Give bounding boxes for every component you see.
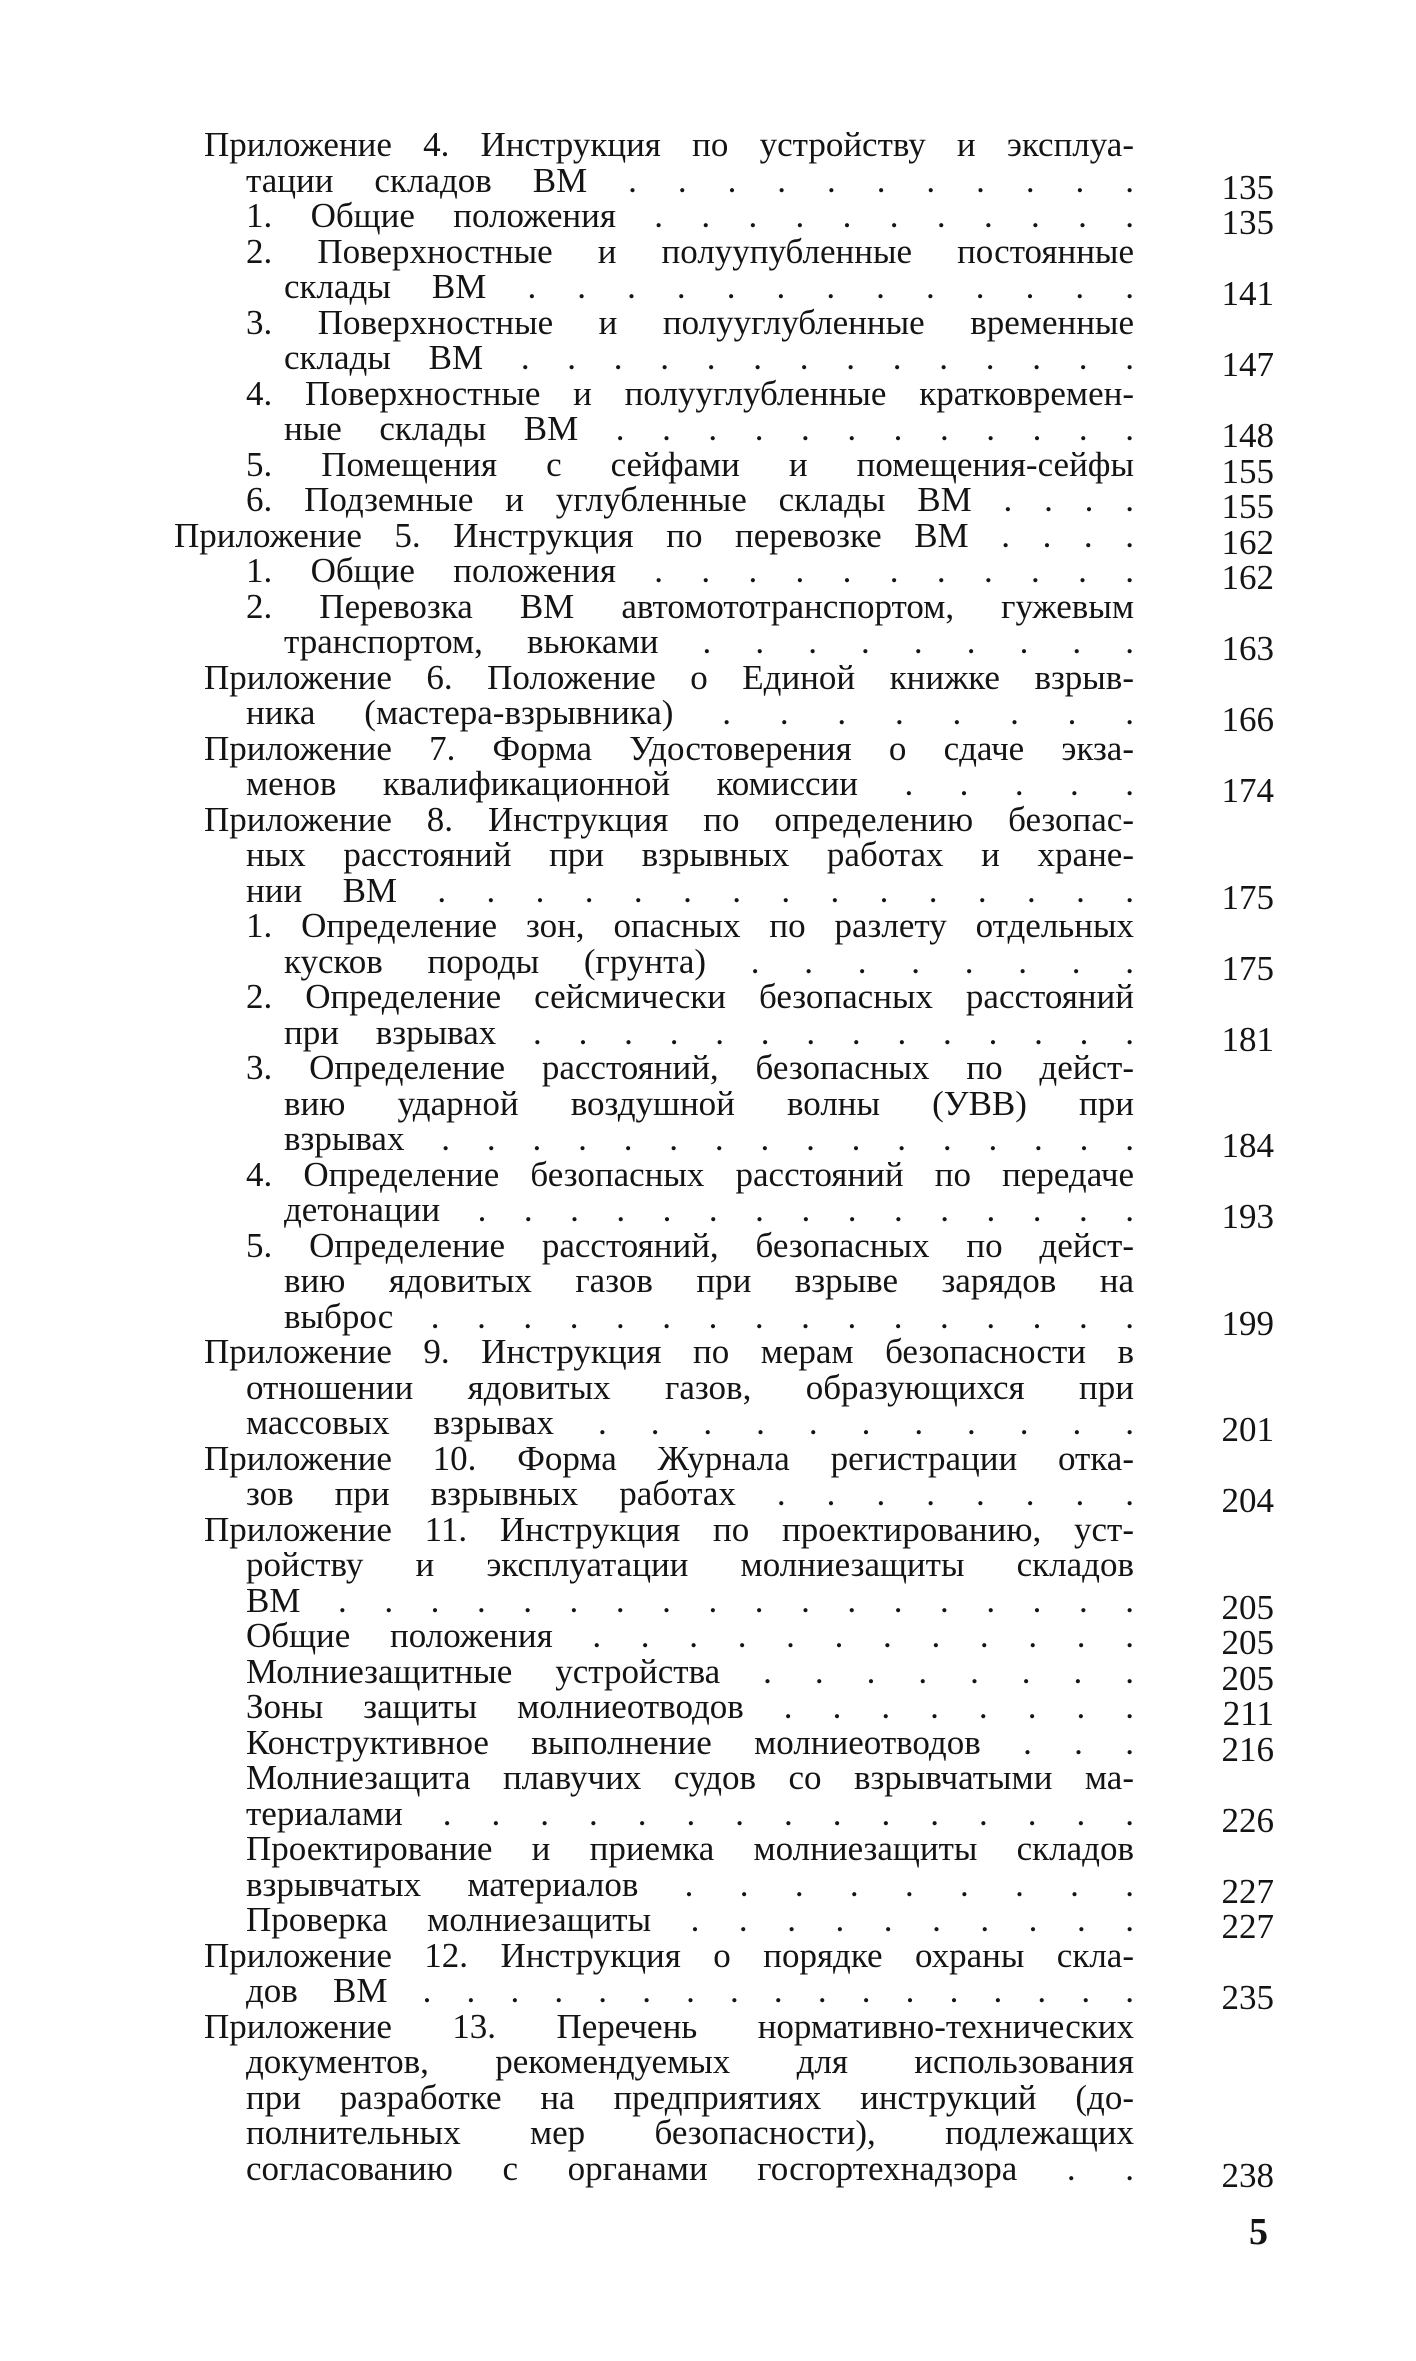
toc-entry-line: 3. Определение расстояний, безопасных по дейст- — [246, 1048, 1134, 1087]
toc-entry-line: вию ударной воздушной волны (УВВ) при — [284, 1083, 1134, 1123]
toc-page-number: 204 — [1221, 1481, 1274, 1520]
toc-page-number: 181 — [1221, 1019, 1274, 1059]
toc-page-number: 162 — [1221, 558, 1274, 597]
toc-page-number: 201 — [1221, 1410, 1274, 1449]
toc-entry-line: ройству и эксплуатации молниезащиты складов — [246, 1545, 1134, 1584]
toc-entry-line: Приложение 12. Инструкция о порядке охраны скла- — [204, 1935, 1134, 1975]
toc-entry-line: согласованию с органами госгортехнадзора . . — [246, 2148, 1134, 2188]
toc-entry-line: при взрывах . . . . . . . . . . . . . . — [284, 1012, 1134, 1052]
toc-entry-line: Молниезащита плавучих судов со взрывчатыми ма- — [246, 1758, 1134, 1797]
toc-entry-line: 2. Поверхностные и полуупубленные постоянные — [246, 231, 1134, 271]
toc-page-number: 227 — [1221, 1907, 1274, 1946]
toc-entry-line: Молниезащитные устройства . . . . . . . . — [246, 1651, 1134, 1691]
toc-page-number: 174 — [1221, 771, 1274, 810]
toc-page-number: 166 — [1221, 700, 1274, 739]
toc-entry-line: полнительных мер безопасности), подлежащих — [246, 2113, 1134, 2152]
toc-page-number: 141 — [1221, 274, 1274, 313]
toc-page-number: 162 — [1221, 522, 1274, 562]
toc-entry — [174, 1758, 1274, 1840]
toc-entry — [174, 551, 1274, 597]
toc-entry-line: 5. Помещения с сейфами и помещения-сейфы — [246, 444, 1134, 484]
toc-entry-line: Проверка молниезащиты . . . . . . . . . . — [246, 1900, 1134, 1939]
toc-entry-line: нии ВМ . . . . . . . . . . . . . . . — [246, 870, 1134, 910]
toc-entry-line: ника (мастера-взрывника) . . . . . . . . — [246, 693, 1134, 732]
toc-entry-line: 1. Общие положения . . . . . . . . . . . — [246, 551, 1134, 590]
toc-entry — [174, 1509, 1274, 1627]
toc-entry-line: териалами . . . . . . . . . . . . . . . — [246, 1793, 1134, 1833]
toc-entry — [174, 480, 1274, 526]
toc-entry-line: вию ядовитых газов при взрыве зарядов на — [284, 1261, 1134, 1300]
toc-entry-line: 2. Перевозка ВМ автомототранспортом, гужевым — [246, 586, 1134, 626]
toc-entry-line: Приложение 9. Инструкция по мерам безопасности в — [204, 1332, 1134, 1371]
toc-entry — [174, 1438, 1274, 1520]
toc-entry — [174, 977, 1274, 1059]
toc-entry — [174, 302, 1274, 384]
toc-entry-line: 1. Общие положения . . . . . . . . . . . — [246, 196, 1134, 235]
toc-entry-line: 4. Определение безопасных расстояний по передаче — [246, 1154, 1134, 1194]
toc-entry-line: документов, рекомендуемых для использования — [246, 2042, 1134, 2081]
toc-page-number: 227 — [1221, 1871, 1274, 1911]
toc-entry-line: дов ВМ . . . . . . . . . . . . . . . . . — [246, 1971, 1134, 2010]
toc-entry-line: Проектирование и приемка молниезащиты складов — [246, 1829, 1134, 1868]
toc-entry-line: Приложение 6. Положение о Единой книжке взрыв- — [204, 657, 1134, 697]
toc-page-number: 238 — [1221, 2155, 1274, 2195]
toc-entry-line: склады ВМ . . . . . . . . . . . . . — [284, 267, 1134, 306]
toc-page-number: 211 — [1222, 1694, 1274, 1733]
toc-entry-line: кусков породы (грунта) . . . . . . . . — [284, 941, 1134, 981]
toc-page-number: 235 — [1221, 1978, 1274, 2017]
toc-page-number: 193 — [1221, 1197, 1274, 1236]
toc-entry — [174, 799, 1274, 917]
toc-entry — [174, 1616, 1274, 1662]
toc-page-number: 155 — [1221, 451, 1274, 491]
toc-page-number: 205 — [1221, 1623, 1274, 1662]
toc-page-number: 155 — [1221, 487, 1274, 526]
toc-entry-line: Приложение 8. Инструкция по определению безопас- — [204, 799, 1134, 839]
toc-entry — [174, 1687, 1274, 1733]
toc-page-number: 148 — [1221, 416, 1274, 455]
toc-page-number: 199 — [1221, 1303, 1274, 1343]
toc-page-number: 135 — [1221, 167, 1274, 207]
toc-entry-line: Приложение 5. Инструкция по перевозке ВМ . . . . — [174, 515, 1134, 555]
toc-entry-line: взрывчатых материалов . . . . . . . . . — [246, 1864, 1134, 1904]
toc-entry-line: Приложение 4. Инструкция по устройству и эксплуа- — [204, 125, 1134, 164]
toc-entry-line: склады ВМ . . . . . . . . . . . . . . — [284, 338, 1134, 377]
toc-entry — [174, 1900, 1274, 1946]
toc-entry — [174, 444, 1274, 491]
toc-page-number: 163 — [1221, 629, 1274, 668]
toc-entry — [174, 906, 1274, 988]
toc-entry — [174, 586, 1274, 668]
toc-entry-line: Приложение 10. Форма Журнала регистрации отка- — [204, 1438, 1134, 1478]
toc-entry-line: менов квалификационной комиссии . . . . . — [246, 764, 1134, 803]
toc-entry-line: массовых взрывах . . . . . . . . . . . — [246, 1403, 1134, 1442]
toc-entry-line: зов при взрывных работах . . . . . . . . — [246, 1474, 1134, 1513]
toc-entry — [174, 125, 1274, 207]
toc-entry — [174, 1829, 1274, 1911]
toc-entry-line: ных расстояний при взрывных работах и хране- — [246, 835, 1134, 874]
toc-entry — [174, 2006, 1274, 2195]
toc-entry-line: взрывах . . . . . . . . . . . . . . . . — [284, 1119, 1134, 1158]
toc-page-number: 175 — [1221, 877, 1274, 917]
toc-page-number: 216 — [1221, 1729, 1274, 1769]
toc-entry-line: ВМ . . . . . . . . . . . . . . . . . . — [246, 1580, 1134, 1620]
toc-entry — [174, 515, 1274, 562]
toc-entry — [174, 657, 1274, 739]
toc-page-number: 184 — [1221, 1126, 1274, 1165]
toc-entry-line: тации складов ВМ . . . . . . . . . . . — [246, 160, 1134, 200]
toc-entry — [174, 728, 1274, 810]
table-of-contents — [174, 125, 1274, 2195]
toc-entry-line: Конструктивное выполнение молниеотводов . . . — [246, 1722, 1134, 1762]
toc-page-number: 226 — [1221, 1800, 1274, 1840]
toc-entry — [174, 1048, 1274, 1165]
toc-entry-line: ные склады ВМ . . . . . . . . . . . . — [284, 409, 1134, 448]
toc-entry — [174, 373, 1274, 455]
toc-entry-line: Приложение 13. Перечень нормативно-технических — [204, 2006, 1134, 2046]
toc-entry — [174, 1651, 1274, 1698]
toc-entry-line: 5. Определение расстояний, безопасных по дейст- — [246, 1225, 1134, 1265]
toc-entry-line: 6. Подземные и углубленные склады ВМ . . . . — [246, 480, 1134, 519]
toc-entry-line: 3. Поверхностные и полууглубленные временные — [246, 302, 1134, 342]
toc-entry-line: выброс . . . . . . . . . . . . . . . . — [284, 1296, 1134, 1336]
toc-entry-line: Общие положения . . . . . . . . . . . . — [246, 1616, 1134, 1655]
toc-entry-line: 1. Определение зон, опасных по разлету отдельных — [246, 906, 1134, 945]
toc-page-number: 205 — [1221, 1658, 1274, 1698]
toc-entry-line: Приложение 7. Форма Удостоверения о сдаче экза- — [204, 728, 1134, 768]
toc-entry — [174, 231, 1274, 313]
toc-page-number: 135 — [1221, 203, 1274, 242]
toc-entry-line: транспортом, вьюками . . . . . . . . . — [284, 622, 1134, 661]
toc-page-number: 205 — [1221, 1587, 1274, 1627]
toc-page-number: 147 — [1221, 345, 1274, 384]
toc-entry-line: Зоны защиты молниеотводов . . . . . . . . — [246, 1687, 1134, 1726]
toc-entry-line: 2. Определение сейсмически безопасных расстояний — [246, 977, 1134, 1016]
toc-entry — [174, 1154, 1274, 1236]
toc-entry-line: Приложение 11. Инструкция по проектированию, уст- — [204, 1509, 1134, 1549]
toc-entry-line: 4. Поверхностные и полууглубленные кратковремен- — [246, 373, 1134, 413]
toc-entry-line: отношении ядовитых газов, образующихся при — [246, 1367, 1134, 1407]
page-number: 5 — [1249, 2211, 1268, 2253]
toc-entry — [174, 196, 1274, 242]
toc-entry-line: детонации . . . . . . . . . . . . . . . — [284, 1190, 1134, 1229]
toc-page-number: 175 — [1221, 948, 1274, 988]
toc-entry — [174, 1722, 1274, 1769]
toc-entry — [174, 1332, 1274, 1449]
toc-entry — [174, 1935, 1274, 2017]
toc-entry-line: при разработке на предприятиях инструкций (до- — [246, 2077, 1134, 2117]
toc-entry — [174, 1225, 1274, 1343]
